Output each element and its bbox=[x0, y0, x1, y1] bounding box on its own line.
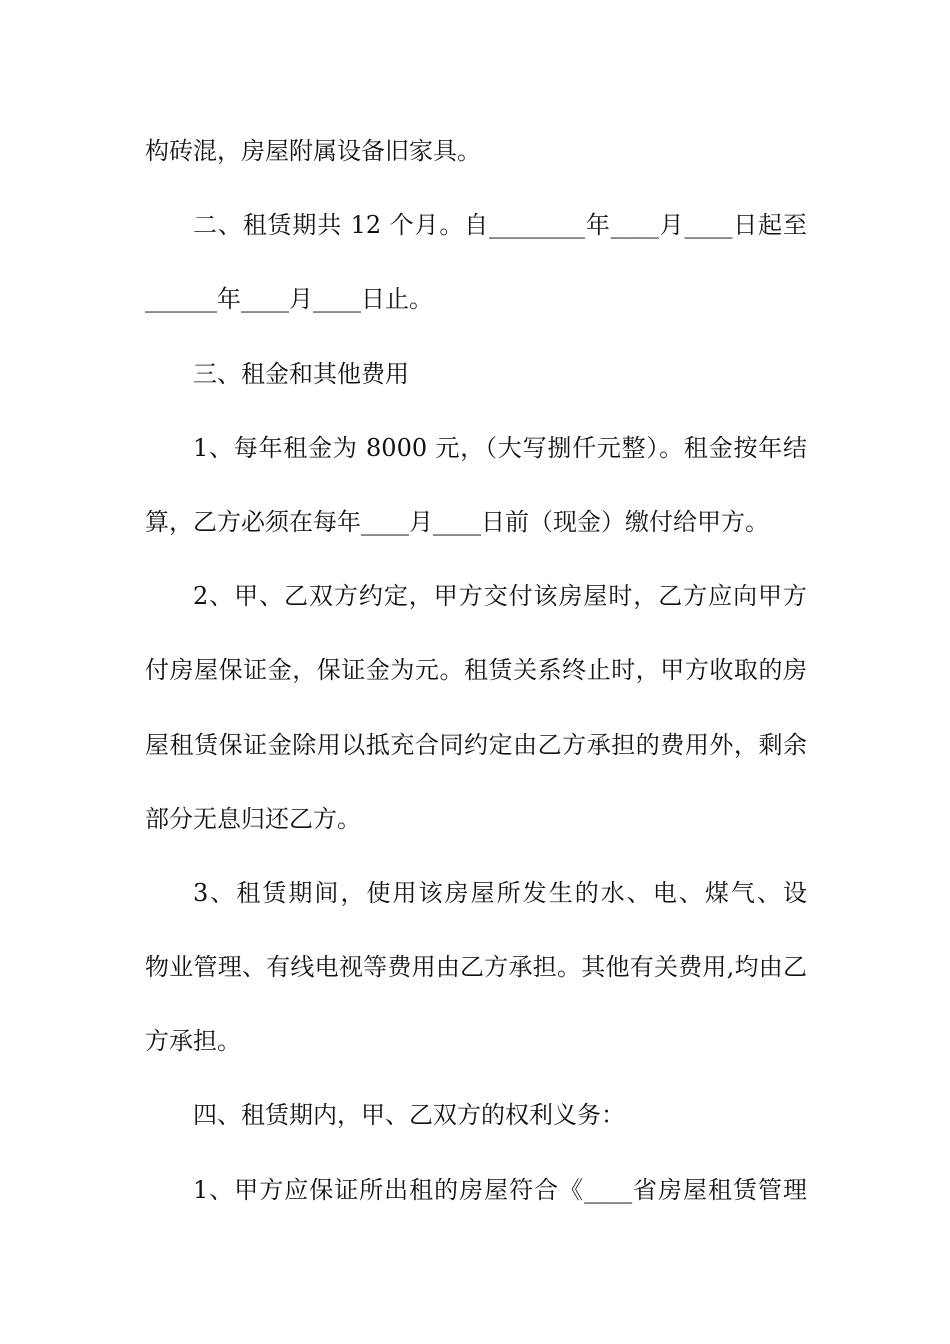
text-line: 屋租赁保证金除用以抵充合同约定由乙方承担的费用外，剩余 bbox=[145, 730, 807, 759]
section-heading: 四、租赁期内，甲、乙双方的权利义务： bbox=[193, 1101, 625, 1130]
text-line: 2、甲、乙双方约定，甲方交付该房屋时，乙方应向甲方 bbox=[193, 582, 807, 611]
text-line: 3、租赁期间，使用该房屋所发生的水、电、煤气、设 bbox=[193, 878, 807, 907]
text-line: 部分无息归还乙方。 bbox=[145, 804, 361, 833]
text-line: 付房屋保证金，保证金为元。租赁关系终止时，甲方收取的房 bbox=[145, 656, 807, 685]
document-body bbox=[145, 121, 807, 1234]
text-line: 算，乙方必须在每年____月____日前（现金）缴付给甲方。 bbox=[145, 507, 769, 536]
text-line: 物业管理、有线电视等费用由乙方承担。其他有关费用,均由乙 bbox=[145, 953, 807, 982]
text-line: 1、甲方应保证所出租的房屋符合《____省房屋租赁管理 bbox=[193, 1175, 807, 1204]
text-line: 构砖混，房屋附属设备旧家具。 bbox=[145, 137, 481, 165]
text-line: 1、每年租金为 8000 元，（大写捌仟元整）。租金按年结 bbox=[193, 433, 807, 462]
section-heading: 三、租金和其他费用 bbox=[193, 359, 409, 388]
text-line: ______年____月____日止。 bbox=[145, 285, 433, 314]
text-line: 二、租赁期共 12 个月。自________年____月____日起至 bbox=[193, 211, 807, 240]
text-line: 方承担。 bbox=[145, 1027, 241, 1056]
